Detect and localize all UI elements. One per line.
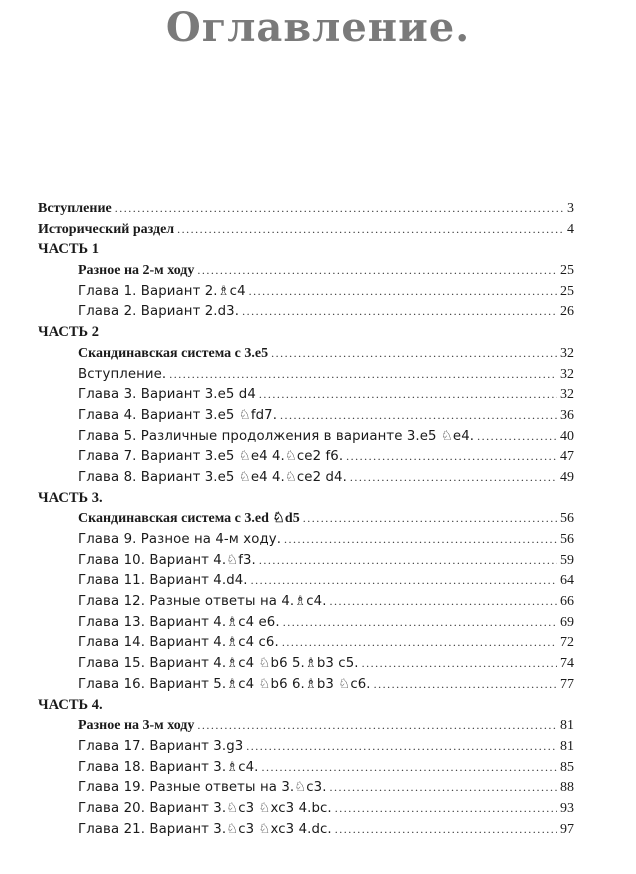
dot-leader [197,260,557,281]
toc-page-number: 25 [560,283,574,299]
toc-entry-title: Скандинавская система с 3.e5 [78,345,269,361]
toc-entry-title: Разное на 2-м ходу [78,263,195,279]
toc-page-number: 85 [560,759,574,775]
dot-leader [350,467,557,488]
dot-leader [259,550,557,571]
toc-entry-title: Глава 5. Различные продолжения в варианте 3.e5 ♘e4. [78,428,475,444]
dot-leader [280,405,557,426]
toc-chapter-row [38,301,574,322]
toc-chapter-row [38,736,574,757]
toc-sub-row [38,508,574,529]
toc-chapter-row [38,777,574,798]
toc-entry-title: Глава 20. Вариант 3.♘c3 ♘xc3 4.bc. [78,800,332,816]
toc-page-number: 69 [560,614,574,630]
toc-part-row [38,488,574,509]
toc-part-row [38,695,574,716]
toc-page-number: 32 [560,387,574,403]
toc-entry-title: ЧАСТЬ 1 [38,241,99,258]
toc-sub-row [38,343,574,364]
dot-leader [335,819,557,840]
toc-page-number: 74 [560,656,574,672]
toc-chapter-row [38,819,574,840]
toc-page-number: 36 [560,407,574,423]
toc-sub-row [38,260,574,281]
toc-page-number: 32 [560,366,574,382]
toc-page-number: 26 [560,304,574,320]
dot-leader [284,529,557,550]
toc-chapter-row [38,446,574,467]
toc-chapter-row [38,632,574,653]
toc-entry-title: Скандинавская система с 3.ed ♘d5 [78,511,300,527]
toc-entry-title: Глава 19. Разные ответы на 3.♘c3. [78,780,327,796]
toc-page-number: 40 [560,428,574,444]
toc-entry-title: Глава 13. Вариант 4.♗c4 e6. [78,614,280,630]
toc-page-number: 47 [560,449,574,465]
dot-leader [242,301,557,322]
dot-leader [259,384,557,405]
toc-entry-title: Глава 16. Вариант 5.♗c4 ♘b6 6.♗b3 ♘c6. [78,676,371,692]
dot-leader [330,777,557,798]
toc-entry-title: Глава 9. Разное на 4-м ходу. [78,532,282,547]
toc-page-number: 64 [560,573,574,589]
toc-page-number: 93 [560,800,574,816]
toc-top-row [38,219,574,240]
page-title: Оглавление. [165,4,471,51]
dot-leader [115,198,564,219]
toc-chapter-row [38,405,574,426]
toc-entry-title: Глава 14. Вариант 4.♗c4 c6. [78,635,279,651]
toc-entry-title: Глава 11. Вариант 4.d4. [78,573,248,589]
toc-chapter-row [38,364,574,385]
dot-leader [303,508,557,529]
toc-entry-title: Глава 15. Вариант 4.♗c4 ♘b6 5.♗b3 c5. [78,656,359,672]
dot-leader [283,612,557,633]
toc-page-number: 81 [560,718,574,734]
toc-chapter-row [38,467,574,488]
toc-page-number: 97 [560,821,574,837]
toc-page-number: 49 [560,469,574,485]
dot-leader [282,632,557,653]
toc-chapter-row [38,674,574,695]
toc-chapter-row [38,384,574,405]
toc-chapter-row [38,426,574,447]
dot-leader [374,674,557,695]
toc-entry-title: Исторический раздел [38,221,175,237]
toc-entry-title: ЧАСТЬ 2 [38,324,99,341]
toc-chapter-row [38,281,574,302]
toc-chapter-row [38,591,574,612]
toc-page-number: 56 [560,532,574,547]
dot-leader [177,219,564,240]
toc-chapter-row [38,529,574,550]
toc-page-number: 88 [560,780,574,796]
toc-entry-title: Глава 1. Вариант 2.♗c4 [78,283,246,299]
dot-leader [346,446,557,467]
toc-entry-title: Глава 7. Вариант 3.e5 ♘e4 4.♘ce2 f6. [78,449,344,465]
toc-page-number: 3 [567,201,574,216]
toc-page-number: 56 [560,511,574,527]
table-of-contents [38,198,574,839]
toc-entry-title: Глава 18. Вариант 3.♗c4. [78,759,259,775]
toc-entry-title: Глава 8. Вариант 3.e5 ♘e4 4.♘ce2 d4. [78,469,347,485]
toc-entry-title: Глава 2. Вариант 2.d3. [78,304,240,320]
toc-sub-row [38,715,574,736]
toc-chapter-row [38,653,574,674]
toc-chapter-row [38,612,574,633]
toc-top-row [38,198,574,219]
dot-leader [330,591,557,612]
toc-page-number: 32 [560,345,574,361]
toc-chapter-row [38,570,574,591]
dot-leader [246,736,557,757]
toc-page-number: 72 [560,635,574,651]
toc-entry-title: Глава 3. Вариант 3.e5 d4 [78,387,256,403]
toc-part-row [38,239,574,260]
dot-leader [271,343,557,364]
toc-entry-title: Вступление. [78,366,167,382]
toc-entry-title: Глава 12. Разные ответы на 4.♗c4. [78,594,327,610]
toc-entry-title: Глава 17. Вариант 3.g3 [78,738,244,754]
dot-leader [335,798,557,819]
toc-chapter-row [38,798,574,819]
toc-entry-title: Разное на 3-м ходу [78,718,195,734]
toc-chapter-row [38,550,574,571]
dot-leader [251,570,557,591]
toc-part-row [38,322,574,343]
toc-entry-title: Вступление [38,201,112,216]
toc-entry-title: Глава 10. Вариант 4.♘f3. [78,552,256,568]
toc-page-number: 25 [560,263,574,279]
dot-leader [477,426,557,447]
toc-page-number: 77 [560,676,574,692]
toc-entry-title: ЧАСТЬ 4. [38,696,103,713]
dot-leader [197,715,557,736]
dot-leader [249,281,557,302]
toc-page-number: 59 [560,552,574,568]
toc-page-number: 66 [560,594,574,610]
toc-page-number: 4 [567,221,574,237]
toc-entry-title: Глава 21. Вариант 3.♘c3 ♘xc3 4.dc. [78,821,332,837]
toc-entry-title: Глава 4. Вариант 3.e5 ♘fd7. [78,407,278,423]
toc-chapter-row [38,757,574,778]
dot-leader [169,364,557,385]
dot-leader [362,653,557,674]
toc-entry-title: ЧАСТЬ 3. [38,489,103,506]
dot-leader [262,757,557,778]
toc-page-number: 81 [560,738,574,754]
